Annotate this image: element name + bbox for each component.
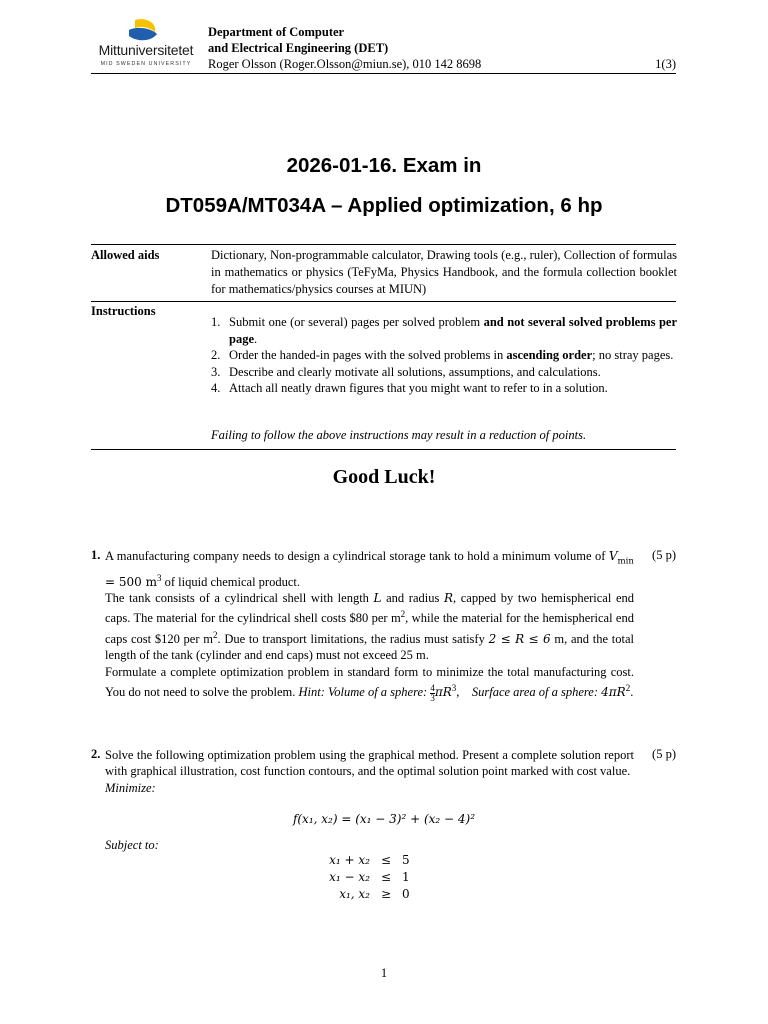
list-item: 2. Order the handed-in pages with the solved problems in ascending order; no stray pages. [211,348,674,362]
minimize-label: Minimize: [105,780,156,795]
allowed-aids-label: Allowed aids [91,248,160,262]
contact-line: Roger Olsson (Roger.Olsson@miun.se), 010 142 8698 [208,57,482,71]
good-luck-heading: Good Luck! [332,466,436,488]
table-top-rule [91,244,676,245]
logo-subtitle: MID SWEDEN UNIVERSITY [100,61,192,67]
problem-1-number: 1. [91,548,101,562]
subject-to-label: Subject to: [105,838,159,852]
problem-1-points: (5 p) [652,548,676,562]
problem-2-points: (5 p) [652,747,676,761]
problem-2-number: 2. [91,747,101,761]
constraint-row: x₁ + x₂ ≤ 5 [329,853,410,867]
list-item: 1. Submit one (or several) pages per solved problem and not several solved problems per page. [211,315,677,346]
instructions-label: Instructions [91,304,156,318]
exam-title-date: 2026-01-16. Exam in [286,154,482,177]
constraint-row: x₁ − x₂ ≤ 1 [329,870,410,884]
table-bottom-rule [91,449,676,450]
allowed-aids-text: Dictionary, Non-programmable calculator, Drawing tools (e.g., ruler), Collection of formulas in mathematics or physics (TeFyMa, Physics Handbook, and the formula collection booklet for mathematics/physics courses at MIUN) [211,248,677,296]
logo-mark-icon [125,18,163,44]
header-divider [91,73,676,74]
problem-2-text: Solve the following optimization problem using the graphical method. Present a complete solution report with graphical illustration, cost function contours, and the optimal solution point marked with cost value. Minimize: [105,748,634,795]
page-indicator: 1(3) [655,57,676,71]
list-item: 3. Describe and clearly motivate all solutions, assumptions, and calculations. [211,364,601,379]
exam-title-course: DT059A/MT034A – Applied optimization, 6 hp [165,194,603,217]
objective-function: f(x₁, x₂) = (x₁ − 3)² + (x₂ − 4)² [292,812,476,826]
instructions-list [211,314,677,397]
page-number: 1 [380,966,388,980]
constraint-row: x₁, x₂ ≥ 0 [339,887,410,901]
list-item: 4. Attach all neatly drawn figures that you might want to refer to in a solution. [211,381,608,395]
constraints [300,853,432,904]
logo-name: Mittuniversitetet [98,42,194,58]
instructions-warning: Failing to follow the above instructions may result in a reduction of points. [211,428,587,442]
university-logo [91,18,201,76]
table-middle-rule [91,301,676,302]
problem-1-text: A manufacturing company needs to design a cylindrical storage tank to hold a minimum volume of $V_{min} = 500$ $m^3$ of liquid chemical product. The tank consists of a cylindrical shell with length L and radius R, capped by two hemispherical end caps. The material for the cylindrical shell costs $80 per $m^2$, while the material for the hemispherical end caps cost $120 per $m^2$. Due to transport limitations, the radius must satisfy 2 ≤ R ≤ 6 m, and the total length of the tank (cylinder and end caps) must not exceed 25 m. Formulate a complete optimization problem in standard form to minimize the total manufacturing cost. You do not need to solve the problem. Hint: Volume of a sphere: $\frac{4}{3}$ $\pi R^3$, Surface area of a sphere: $4\pi R^2$. [105,549,634,703]
department-name: Department of Computer and Electrical Engineering (DET) [208,25,389,55]
